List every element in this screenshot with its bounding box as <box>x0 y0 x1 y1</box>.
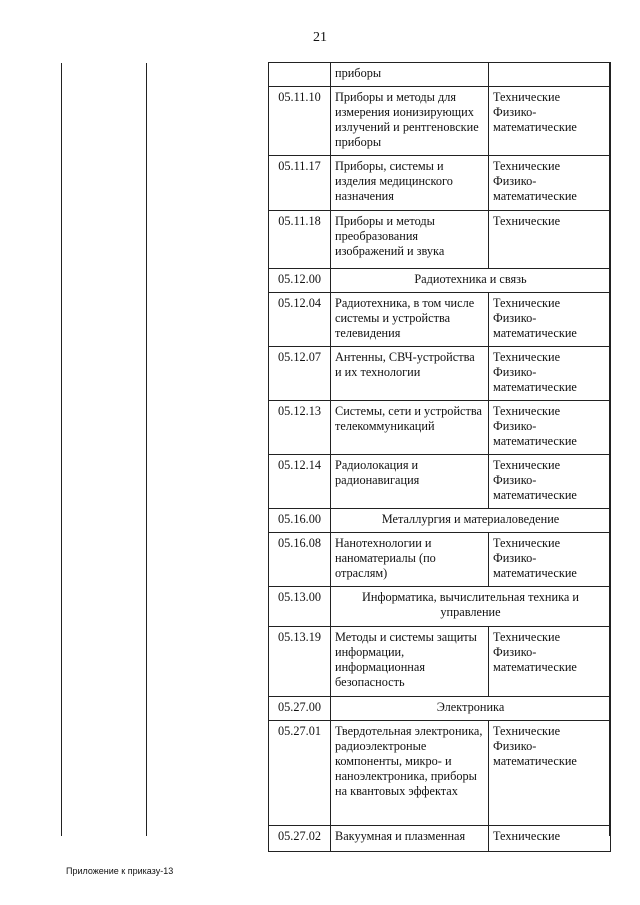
science-branches <box>489 401 611 455</box>
science-branch: Физико-математические <box>493 105 577 134</box>
science-branch: Технические <box>493 214 561 228</box>
science-branch: Физико-математические <box>493 739 577 768</box>
specialties-table-body <box>269 63 611 852</box>
specialty-code: 05.27.00 <box>269 697 331 721</box>
science-branch: Технические <box>493 536 561 550</box>
science-branch: Технические <box>493 724 561 738</box>
science-branch: Технические <box>493 90 561 104</box>
specialty-code: 05.13.00 <box>269 587 331 627</box>
specialty-code: 05.12.04 <box>269 293 331 347</box>
science-branch: Физико-математические <box>493 365 577 394</box>
science-branches <box>489 721 611 826</box>
science-branch: Технические <box>493 350 561 364</box>
science-branch: Физико-математические <box>493 311 577 340</box>
specialty-code: 05.11.10 <box>269 87 331 156</box>
table-row <box>269 533 611 587</box>
science-branches <box>489 627 611 697</box>
specialty-name: Антенны, СВЧ-устройства и их технологии <box>331 347 489 401</box>
specialty-name: Приборы и методы преобразования изображений и звука <box>331 211 489 269</box>
specialty-code: 05.16.00 <box>269 509 331 533</box>
table-row <box>269 627 611 697</box>
specialty-name: Радиотехника, в том числе системы и устройства телевидения <box>331 293 489 347</box>
specialty-code: 05.12.13 <box>269 401 331 455</box>
specialty-code: 05.27.02 <box>269 826 331 852</box>
science-branches <box>489 87 611 156</box>
specialty-name: Системы, сети и устройства телекоммуникаций <box>331 401 489 455</box>
science-branch: Технические <box>493 829 561 843</box>
science-branches <box>489 533 611 587</box>
section-title: Информатика, вычислительная техника и управление <box>331 587 611 627</box>
science-branches <box>489 347 611 401</box>
science-branch: Физико-математические <box>493 419 577 448</box>
science-branch: Технические <box>493 458 561 472</box>
specialty-code: 05.27.01 <box>269 721 331 826</box>
page-footer: Приложение к приказу-13 <box>66 866 174 876</box>
section-row <box>269 269 611 293</box>
table-row <box>269 87 611 156</box>
section-row <box>269 509 611 533</box>
science-branches <box>489 455 611 509</box>
table-row <box>269 211 611 269</box>
science-branches <box>489 211 611 269</box>
specialty-code <box>269 63 331 87</box>
specialty-name: Приборы, системы и изделия медицинского назначения <box>331 156 489 211</box>
section-title: Радиотехника и связь <box>331 269 611 293</box>
section-row <box>269 587 611 627</box>
table-row <box>269 721 611 826</box>
table-row <box>269 156 611 211</box>
specialty-code: 05.16.08 <box>269 533 331 587</box>
specialty-code: 05.12.07 <box>269 347 331 401</box>
table-row <box>269 63 611 87</box>
science-branch: Технические <box>493 296 561 310</box>
science-branches <box>489 293 611 347</box>
science-branch: Физико-математические <box>493 473 577 502</box>
section-title: Металлургия и материаловедение <box>331 509 611 533</box>
science-branches <box>489 156 611 211</box>
specialty-name: Приборы и методы для измерения ионизирующих излучений и рентгеновские приборы <box>331 87 489 156</box>
science-branch: Физико-математические <box>493 645 577 674</box>
science-branch: Физико-математические <box>493 551 577 580</box>
science-branch: Технические <box>493 630 561 644</box>
column-divider <box>146 63 147 836</box>
section-row <box>269 697 611 721</box>
science-branch: Технические <box>493 159 561 173</box>
section-title: Электроника <box>331 697 611 721</box>
table-row <box>269 455 611 509</box>
table-row <box>269 293 611 347</box>
specialty-name: приборы <box>331 63 489 87</box>
specialty-code: 05.13.19 <box>269 627 331 697</box>
specialty-code: 05.11.18 <box>269 211 331 269</box>
science-branches <box>489 826 611 852</box>
specialty-name: Твердотельная электроника, радиоэлектроные компоненты, микро- и наноэлектроника, приборы на квантовых эффектах <box>331 721 489 826</box>
specialty-code: 05.12.00 <box>269 269 331 293</box>
science-branch: Технические <box>493 404 561 418</box>
page-number: 21 <box>313 30 327 45</box>
specialty-name: Нанотехнологии и наноматериалы (по отраслям) <box>331 533 489 587</box>
specialty-name: Вакуумная и плазменная <box>331 826 489 852</box>
specialty-code: 05.11.17 <box>269 156 331 211</box>
science-branch: Физико-математические <box>493 174 577 203</box>
specialty-code: 05.12.14 <box>269 455 331 509</box>
science-branches <box>489 63 611 87</box>
specialties-table <box>268 62 611 852</box>
table-row <box>269 401 611 455</box>
table-row <box>269 826 611 852</box>
specialty-name: Методы и системы защиты информации, информационная безопасность <box>331 627 489 697</box>
table-row <box>269 347 611 401</box>
specialty-name: Радиолокация и радионавигация <box>331 455 489 509</box>
